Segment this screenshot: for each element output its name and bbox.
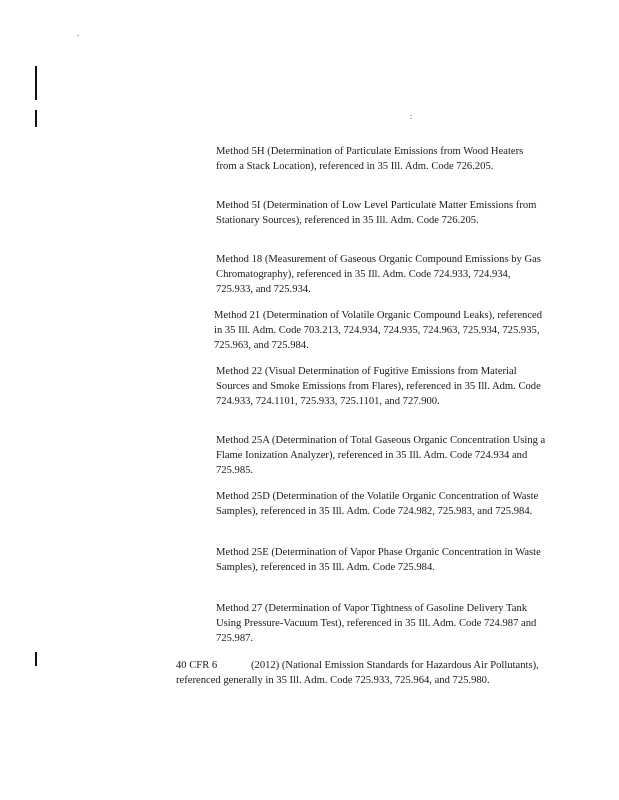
change-bar: [35, 66, 37, 100]
method-27-paragraph: Method 27 (Determination of Vapor Tightness of Gasoline Delivery Tank Using Pressure-Vacuum Test), referenced in 35 Ill. Adm. Code 724.987 and 725.987.: [216, 603, 537, 644]
cfr-text: (2012) (National Emission Standards for Hazardous Air Pollutants), referenced generally in 35 Ill. Adm. Code 725.933, 725.964, and 725.980.: [176, 660, 539, 686]
method-22-paragraph: Method 22 (Visual Determination of Fugitive Emissions from Material Sources and Smoke Emissions from Flares), referenced in 35 Ill. Adm. Code 724.933, 724.1101, 725.933, 725.1101, and 727.900.: [216, 366, 541, 407]
change-bar: [35, 110, 37, 127]
scan-speck: .: [77, 29, 79, 38]
method-21-paragraph: Method 21 (Determination of Volatile Organic Compound Leaks), referenced in 35 Ill. Adm. Code 703.213, 724.934, 724.935, 724.963, 725.934, 725.935, 725.963, and 725.984.: [214, 310, 543, 351]
cfr-citation: 40 CFR 6: [176, 660, 218, 671]
scan-speck-colon: :: [410, 112, 413, 121]
method-5h-paragraph: Method 5H (Determination of Particulate Emissions from Wood Heaters from a Stack Location), referenced in 35 Ill. Adm. Code 726.205.: [216, 146, 524, 172]
method-5i-paragraph: Method 5I (Determination of Low Level Particulate Matter Emissions from Stationary Sources), referenced in 35 Ill. Adm. Code 726.205.: [216, 200, 537, 226]
method-25e-paragraph: Method 25E (Determination of Vapor Phase Organic Concentration in Waste Samples), referenced in 35 Ill. Adm. Code 725.984.: [216, 547, 541, 573]
method-25d-paragraph: Method 25D (Determination of the Volatile Organic Concentration of Waste Samples), referenced in 35 Ill. Adm. Code 724.982, 725.983, and 725.984.: [216, 491, 539, 517]
method-25a-paragraph: Method 25A (Determination of Total Gaseous Organic Concentration Using a Flame Ionization Analyzer), referenced in 35 Ill. Adm. Code 724.934 and 725.985.: [216, 435, 546, 476]
change-bar: [35, 652, 37, 666]
method-18-paragraph: Method 18 (Measurement of Gaseous Organic Compound Emissions by Gas Chromatography), referenced in 35 Ill. Adm. Code 724.933, 724.934, 725.933, and 725.934.: [216, 254, 541, 295]
cfr-entry: [176, 658, 546, 688]
